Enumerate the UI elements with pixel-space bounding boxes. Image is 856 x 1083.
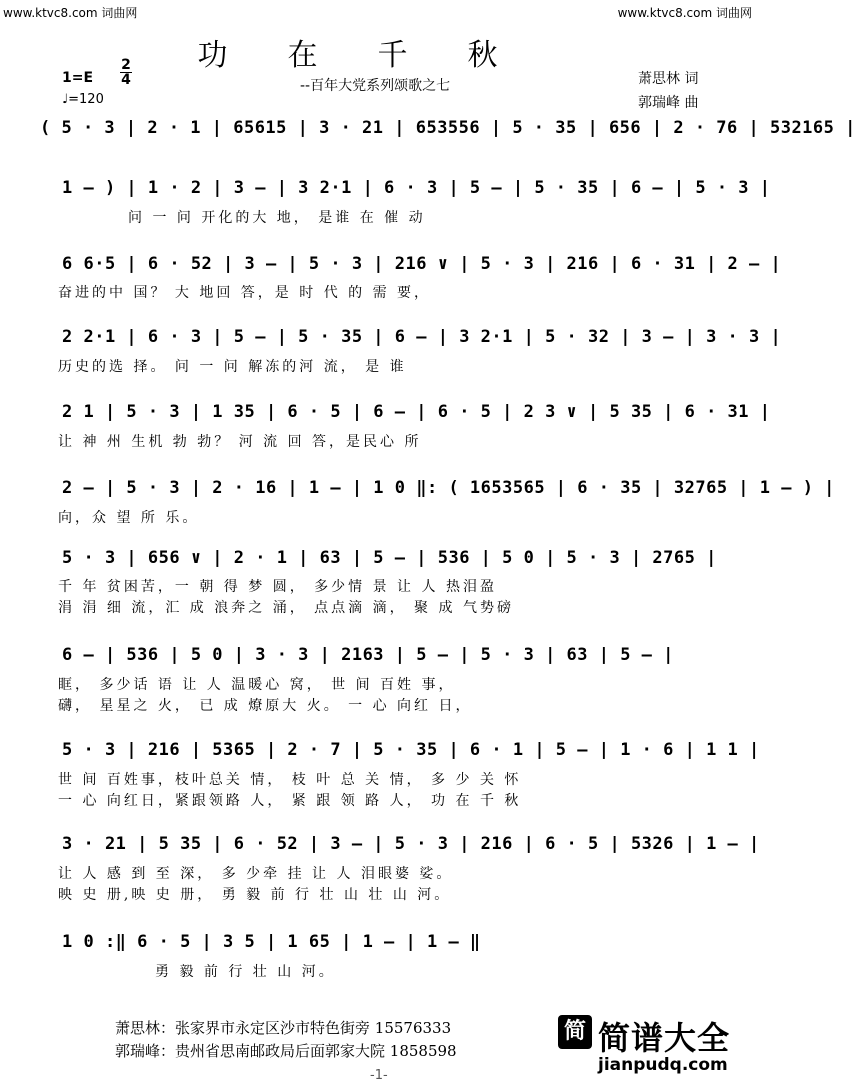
logo-url: jianpudq.com <box>598 1055 728 1075</box>
jianpu-logo[interactable] <box>558 1013 753 1078</box>
logo-name: 简谱大全 <box>598 1019 731 1057</box>
lyric-line: 向，众 望 所 乐。 <box>58 510 200 526</box>
time-signature <box>120 58 132 87</box>
lyric-line: 涓 涓 细 流，汇 成 浪奔之 涌， 点点滴 滴， 聚 成 气势磅 <box>58 600 514 616</box>
page-number: -1- <box>370 1068 388 1083</box>
composer-credit: 郭瑞峰 曲 <box>638 95 699 111</box>
lyricist-credit: 萧思林 词 <box>638 71 699 87</box>
key-signature: 1=E <box>62 70 94 86</box>
lyric-line: 礴， 星星之 火， 已 成 燎原大 火。 一 心 向红 日， <box>58 698 473 714</box>
time-signature-top: 2 <box>121 57 131 73</box>
song-title: 功在千秋 <box>197 38 558 73</box>
lyric-line: 眶， 多少话 语 让 人 温暖心 窝， 世 间 百姓 事， <box>58 677 456 693</box>
notation-row: 2 – | 5 · 3 | 2 · 16 | 1 – | 1 0 ‖: ( 1653565 | 6 · 35 | 32765 | 1 – ) | <box>62 478 835 498</box>
notation-row: 1 – ) | 1 · 2 | 3 – | 3 2·1 | 6 · 3 | 5 – | 5 · 35 | 6 – | 5 · 3 | <box>62 178 771 198</box>
lyric-line: 奋进的中 国？ 大 地回 答，是 时 代 的 需 要， <box>58 285 432 301</box>
lyric-line: 让 神 州 生机 勃 勃？ 河 流 回 答，是民心 所 <box>58 434 422 450</box>
lyric-line: 映 史 册,映 史 册， 勇 毅 前 行 壮 山 壮 山 河。 <box>58 887 452 903</box>
notation-row: 5 · 3 | 216 | 5365 | 2 · 7 | 5 · 35 | 6 · 1 | 5 – | 1 · 6 | 1 1 | <box>62 740 760 760</box>
notation-row: 3 · 21 | 5 35 | 6 · 52 | 3 – | 5 · 3 | 216 | 6 · 5 | 5326 | 1 – | <box>62 834 760 854</box>
lyric-line: 千 年 贫困苦，一 朝 得 梦 圆， 多少情 景 让 人 热泪盈 <box>58 579 497 595</box>
footer-composer-contact: 郭瑞峰：贵州省思南邮政局后面郭家大院 1858598 <box>115 1042 457 1060</box>
tempo-marking: ♩=120 <box>62 92 104 107</box>
lyric-line: 历史的选 择。 问 一 问 解冻的河 流， 是 谁 <box>58 359 407 375</box>
header-site-right[interactable]: www.ktvc8.com 词曲网 <box>617 6 752 20</box>
time-signature-bottom: 4 <box>121 72 131 88</box>
notation-row: 1 0 :‖ 6 · 5 | 3 5 | 1 65 | 1 – | 1 – ‖ <box>62 932 481 952</box>
header-site-left[interactable]: www.ktvc8.com 词曲网 <box>3 6 138 20</box>
logo-mark-icon: 简 <box>558 1015 592 1049</box>
notation-row: 6 – | 536 | 5 0 | 3 · 3 | 2163 | 5 – | 5 · 3 | 63 | 5 – | <box>62 645 674 665</box>
notation-row: 2 2·1 | 6 · 3 | 5 – | 5 · 35 | 6 – | 3 2·1 | 5 · 32 | 3 – | 3 · 3 | <box>62 327 782 347</box>
lyric-line: 世 间 百姓事，枝叶总关 情， 枝 叶 总 关 情， 多 少 关 怀 <box>58 772 522 788</box>
notation-row: 5 · 3 | 656 ∨ | 2 · 1 | 63 | 5 – | 536 | 5 0 | 5 · 3 | 2765 | <box>62 548 717 568</box>
song-subtitle: --百年大党系列颂歌之七 <box>300 78 451 94</box>
footer-lyricist-contact: 萧思林：张家界市永定区沙市特色街旁 15576333 <box>115 1019 452 1037</box>
notation-row: ( 5 · 3 | 2 · 1 | 65615 | 3 · 21 | 653556 | 5 · 35 | 656 | 2 · 76 | 532165 | <box>40 118 856 138</box>
lyric-line: 一 心 向红日，紧跟领路 人， 紧 跟 领 路 人， 功 在 千 秋 <box>58 793 522 809</box>
notation-row: 2 1 | 5 · 3 | 1 35 | 6 · 5 | 6 – | 6 · 5 | 2 3 ∨ | 5 35 | 6 · 31 | <box>62 402 771 422</box>
lyric-line: 勇 毅 前 行 壮 山 河。 <box>155 964 336 980</box>
lyric-line: 让 人 感 到 至 深， 多 少牵 挂 让 人 泪眼婆 娑。 <box>58 866 454 882</box>
lyric-line: 问 一 问 开化的大 地， 是谁 在 催 动 <box>128 210 426 226</box>
notation-row: 6 6·5 | 6 · 52 | 3 – | 5 · 3 | 216 ∨ | 5 · 3 | 216 | 6 · 31 | 2 – | <box>62 254 782 274</box>
